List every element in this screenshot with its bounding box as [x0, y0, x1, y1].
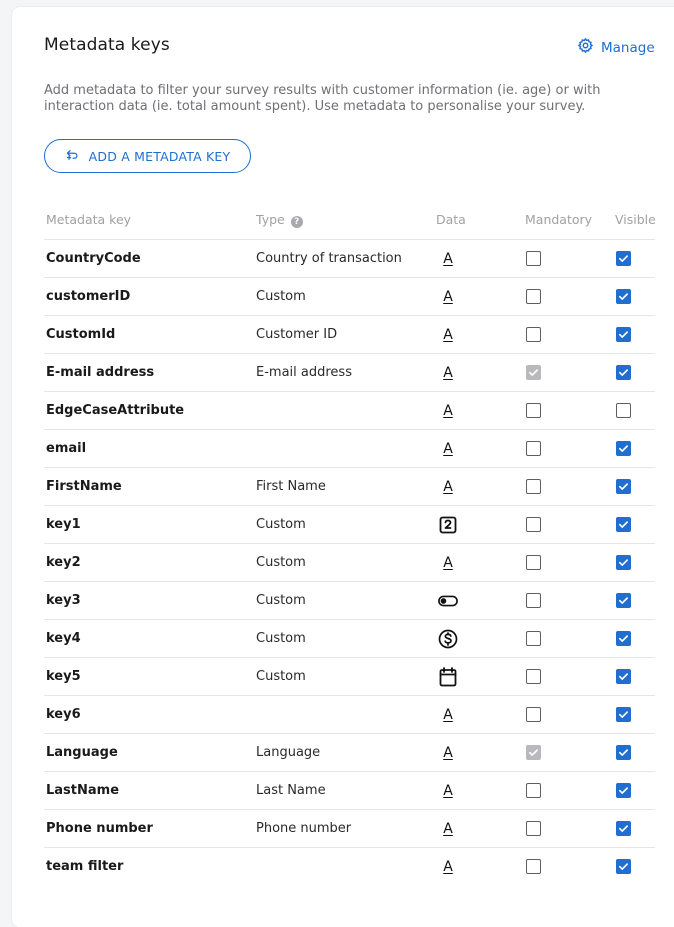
table-row: [44, 619, 655, 657]
metadata-table: [44, 239, 655, 885]
visible-checkbox[interactable]: [616, 403, 631, 418]
add-metadata-key-button[interactable]: [44, 139, 251, 173]
visible-checkbox[interactable]: [616, 745, 631, 760]
visible-checkbox[interactable]: [616, 669, 631, 684]
metadata-key-type: Language: [256, 745, 321, 760]
metadata-key-name: key4: [46, 631, 81, 646]
metadata-key-type: Customer ID: [256, 327, 338, 342]
metadata-key-type: First Name: [256, 479, 326, 494]
text-icon: A: [443, 251, 453, 267]
column-header-key: Metadata key: [46, 212, 132, 227]
table-row: [44, 467, 655, 505]
metadata-key-type: Custom: [256, 669, 306, 684]
metadata-key-type: Last Name: [256, 783, 326, 798]
column-header-type-label: Type: [256, 212, 285, 227]
column-header-visible: Visible: [615, 212, 656, 227]
mandatory-checkbox[interactable]: [526, 479, 541, 494]
metadata-key-type: Country of transaction: [256, 251, 402, 266]
number-icon: [438, 515, 458, 535]
text-icon: A: [443, 821, 453, 837]
mandatory-checkbox: [526, 745, 541, 760]
metadata-key-name: Language: [46, 745, 118, 760]
table-row: [44, 239, 655, 277]
visible-checkbox[interactable]: [616, 707, 631, 722]
mandatory-checkbox[interactable]: [526, 593, 541, 608]
mandatory-checkbox: [526, 365, 541, 380]
mandatory-checkbox[interactable]: [526, 859, 541, 874]
table-row: [44, 581, 655, 619]
metadata-key-name: email: [46, 441, 87, 456]
mandatory-checkbox[interactable]: [526, 327, 541, 342]
text-icon: A: [443, 441, 453, 457]
text-icon: A: [443, 707, 453, 723]
page-title: Metadata keys: [44, 35, 170, 55]
metadata-key-name: E-mail address: [46, 365, 155, 380]
table-row: [44, 353, 655, 391]
gear-icon: [577, 37, 594, 58]
metadata-key-type: Custom: [256, 289, 306, 304]
column-header-type: [256, 212, 303, 228]
visible-checkbox[interactable]: [616, 289, 631, 304]
visible-checkbox[interactable]: [616, 631, 631, 646]
mandatory-checkbox[interactable]: [526, 555, 541, 570]
metadata-key-name: key1: [46, 517, 81, 532]
visible-checkbox[interactable]: [616, 859, 631, 874]
text-icon: A: [443, 365, 453, 381]
text-icon: A: [443, 745, 453, 761]
table-row: [44, 733, 655, 771]
mandatory-checkbox[interactable]: [526, 289, 541, 304]
metadata-key-type: Custom: [256, 517, 306, 532]
visible-checkbox[interactable]: [616, 479, 631, 494]
add-metadata-key-label: ADD A METADATA KEY: [88, 148, 231, 164]
table-row: [44, 695, 655, 733]
visible-checkbox[interactable]: [616, 327, 631, 342]
mandatory-checkbox[interactable]: [526, 669, 541, 684]
mandatory-checkbox[interactable]: [526, 707, 541, 722]
table-row: [44, 391, 655, 429]
text-icon: A: [443, 555, 453, 571]
metadata-key-name: team filter: [46, 859, 124, 874]
table-row: [44, 543, 655, 581]
visible-checkbox[interactable]: [616, 783, 631, 798]
metadata-key-type: Phone number: [256, 821, 352, 836]
visible-checkbox[interactable]: [616, 821, 631, 836]
column-header-mandatory: Mandatory: [525, 212, 593, 227]
metadata-key-name: key6: [46, 707, 81, 722]
currency-icon: [438, 629, 458, 649]
metadata-key-name: key2: [46, 555, 81, 570]
visible-checkbox[interactable]: [616, 593, 631, 608]
visible-checkbox[interactable]: [616, 555, 631, 570]
metadata-key-type: Custom: [256, 593, 306, 608]
manage-label: Manage: [601, 39, 655, 56]
metadata-key-name: CustomId: [46, 327, 116, 342]
mandatory-checkbox[interactable]: [526, 783, 541, 798]
metadata-key-name: customerID: [46, 289, 131, 304]
mandatory-checkbox[interactable]: [526, 631, 541, 646]
table-row: [44, 505, 655, 543]
add-key-icon: [65, 147, 80, 165]
visible-checkbox[interactable]: [616, 251, 631, 266]
mandatory-checkbox[interactable]: [526, 251, 541, 266]
table-row: [44, 429, 655, 467]
text-icon: A: [443, 783, 453, 799]
table-row: [44, 315, 655, 353]
mandatory-checkbox[interactable]: [526, 821, 541, 836]
metadata-key-type: E-mail address: [256, 365, 352, 380]
metadata-key-name: key5: [46, 669, 81, 684]
table-row: [44, 847, 655, 885]
metadata-key-type: Custom: [256, 555, 306, 570]
text-icon: A: [443, 479, 453, 495]
table-row: [44, 771, 655, 809]
text-icon: A: [443, 289, 453, 305]
visible-checkbox[interactable]: [616, 517, 631, 532]
metadata-key-name: FirstName: [46, 479, 122, 494]
table-row: [44, 657, 655, 695]
metadata-key-name: EdgeCaseAttribute: [46, 403, 185, 418]
column-header-data: Data: [436, 212, 466, 227]
text-icon: A: [443, 859, 453, 875]
mandatory-checkbox[interactable]: [526, 517, 541, 532]
metadata-key-type: Custom: [256, 631, 306, 646]
metadata-key-name: key3: [46, 593, 81, 608]
visible-checkbox[interactable]: [616, 365, 631, 380]
metadata-key-name: Phone number: [46, 821, 153, 836]
text-icon: A: [443, 327, 453, 343]
metadata-key-name: CountryCode: [46, 251, 141, 266]
table-row: [44, 277, 655, 315]
help-icon[interactable]: ?: [291, 216, 303, 228]
toggle-icon: [438, 591, 458, 611]
metadata-key-name: LastName: [46, 783, 120, 798]
visible-checkbox[interactable]: [616, 441, 631, 456]
description-text: Add metadata to filter your survey results with customer information (ie. age) or with interaction data (ie. total amount spent). Use metadata to personalise your survey.: [44, 83, 601, 114]
mandatory-checkbox[interactable]: [526, 441, 541, 456]
table-row: [44, 809, 655, 847]
text-icon: A: [443, 403, 453, 419]
calendar-icon: [438, 667, 458, 687]
manage-button[interactable]: [577, 37, 655, 58]
mandatory-checkbox[interactable]: [526, 403, 541, 418]
